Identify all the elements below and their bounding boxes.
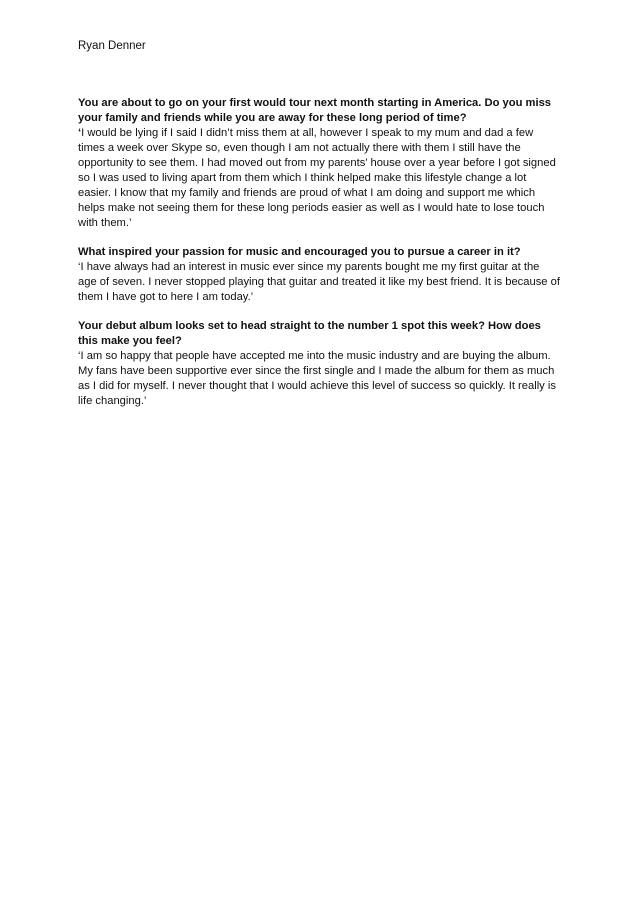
qa-block-3: [78, 319, 560, 409]
header-author: Ryan Denner: [78, 40, 146, 52]
question-2: What inspired your passion for music and encouraged you to pursue a career in it?: [78, 246, 521, 258]
question-1: You are about to go on your first would tour next month starting in America. Do you miss your family and friends while you are away for these long period of time?: [78, 97, 552, 124]
answer-3: ‘I am so happy that people have accepted me into the music industry and are buying the album. My fans have been supportive ever since the first single and I made the album for them as much as I did for myself. I never thought that I would achieve this level of success so quickly. It really is life changing.’: [78, 350, 556, 407]
answer-1-text: I would be lying if I said I didn’t miss them at all, however I speak to my mum and dad a few times a week over Skype so, even though I am not actually there with them I still have the opportunity to see them. I had moved out from my parents’ house over a year before I got signed so I was used to living apart from them which I think helped make this lifestyle change a lot easier. I know that my family and friends are proud of what I am doing and support me which helps make not seeing them for these long periods easier as well as I would hate to lose touch with them.’: [78, 127, 556, 229]
answer-1: [78, 126, 560, 231]
answer-2: ‘I have always had an interest in music ever since my parents bought me my first guitar at the age of seven. I never stopped playing that guitar and treated it like my best friend. It is because of them I have got to here I am today.’: [78, 261, 560, 303]
qa-block-2: [78, 245, 560, 305]
qa-block-1: [78, 96, 560, 231]
answer-1-lead: ‘: [78, 127, 82, 139]
question-3: Your debut album looks set to head straight to the number 1 spot this week? How does this make you feel?: [78, 320, 541, 347]
